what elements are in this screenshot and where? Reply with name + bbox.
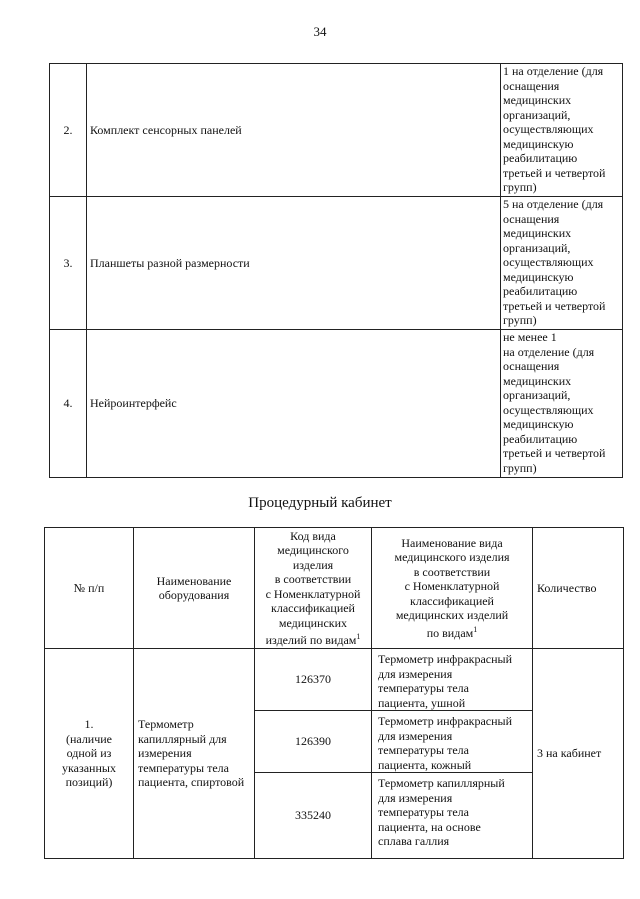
device-kind: Термометр инфракрасный для измерения температуры тела пациента, ушной [372, 649, 533, 711]
table-row [50, 330, 623, 478]
equipment-table-continued [49, 63, 623, 478]
quantity-cell: 3 на кабинет [533, 649, 624, 859]
table-row [50, 64, 623, 197]
equipment-name: Нейроинтерфейс [87, 330, 501, 478]
header-kind: Наименование вида медицинского изделия в соответствии с Номенклатурной классификацией медицинских изделий по видам$^1$ [372, 528, 533, 649]
device-kind: Термометр капиллярный для измерения температуры тела пациента, на основе сплава галлия [372, 773, 533, 859]
table-row [45, 649, 624, 711]
device-kind: Термометр инфракрасный для измерения температуры тела пациента, кожный [372, 711, 533, 773]
quantity-cell: 1 на отделение (для оснащения медицинских организаций, осуществляющих медицинскую реабилитацию третьей и четвертой групп) [501, 64, 623, 197]
table-row [50, 197, 623, 330]
row-number: 3. [50, 197, 87, 330]
row-number: 2. [50, 64, 87, 197]
equipment-name: Планшеты разной размерности [87, 197, 501, 330]
procedure-room-table [44, 527, 624, 859]
row-number: 4. [50, 330, 87, 478]
table-header-row [45, 528, 624, 649]
quantity-cell: 5 на отделение (для оснащения медицинских организаций, осуществляющих медицинскую реабилитацию третьей и четвертой групп) [501, 197, 623, 330]
section-title: Процедурный кабинет [248, 495, 392, 511]
header-quantity: Количество [533, 528, 624, 649]
equipment-name: Термометр капиллярный для измерения температуры тела пациента, спиртовой [134, 649, 255, 859]
header-equipment: Наименование оборудования [134, 528, 255, 649]
quantity-cell: не менее 1 на отделение (для оснащения медицинских организаций, осуществляющих медицинскую реабилитацию третьей и четвертой групп) [501, 330, 623, 478]
device-code: 126370 [255, 649, 372, 711]
row-number: 1. (наличие одной из указанных позиций) [45, 649, 134, 859]
device-code: 126390 [255, 711, 372, 773]
header-code: Код вида медицинского изделия в соответствии с Номенклатурной классификацией медицинских изделий по видам$^1$ [255, 528, 372, 649]
page-number: 34 [313, 24, 327, 39]
equipment-name: Комплект сенсорных панелей [87, 64, 501, 197]
device-code: 335240 [255, 773, 372, 859]
header-number: № п/п [45, 528, 134, 649]
